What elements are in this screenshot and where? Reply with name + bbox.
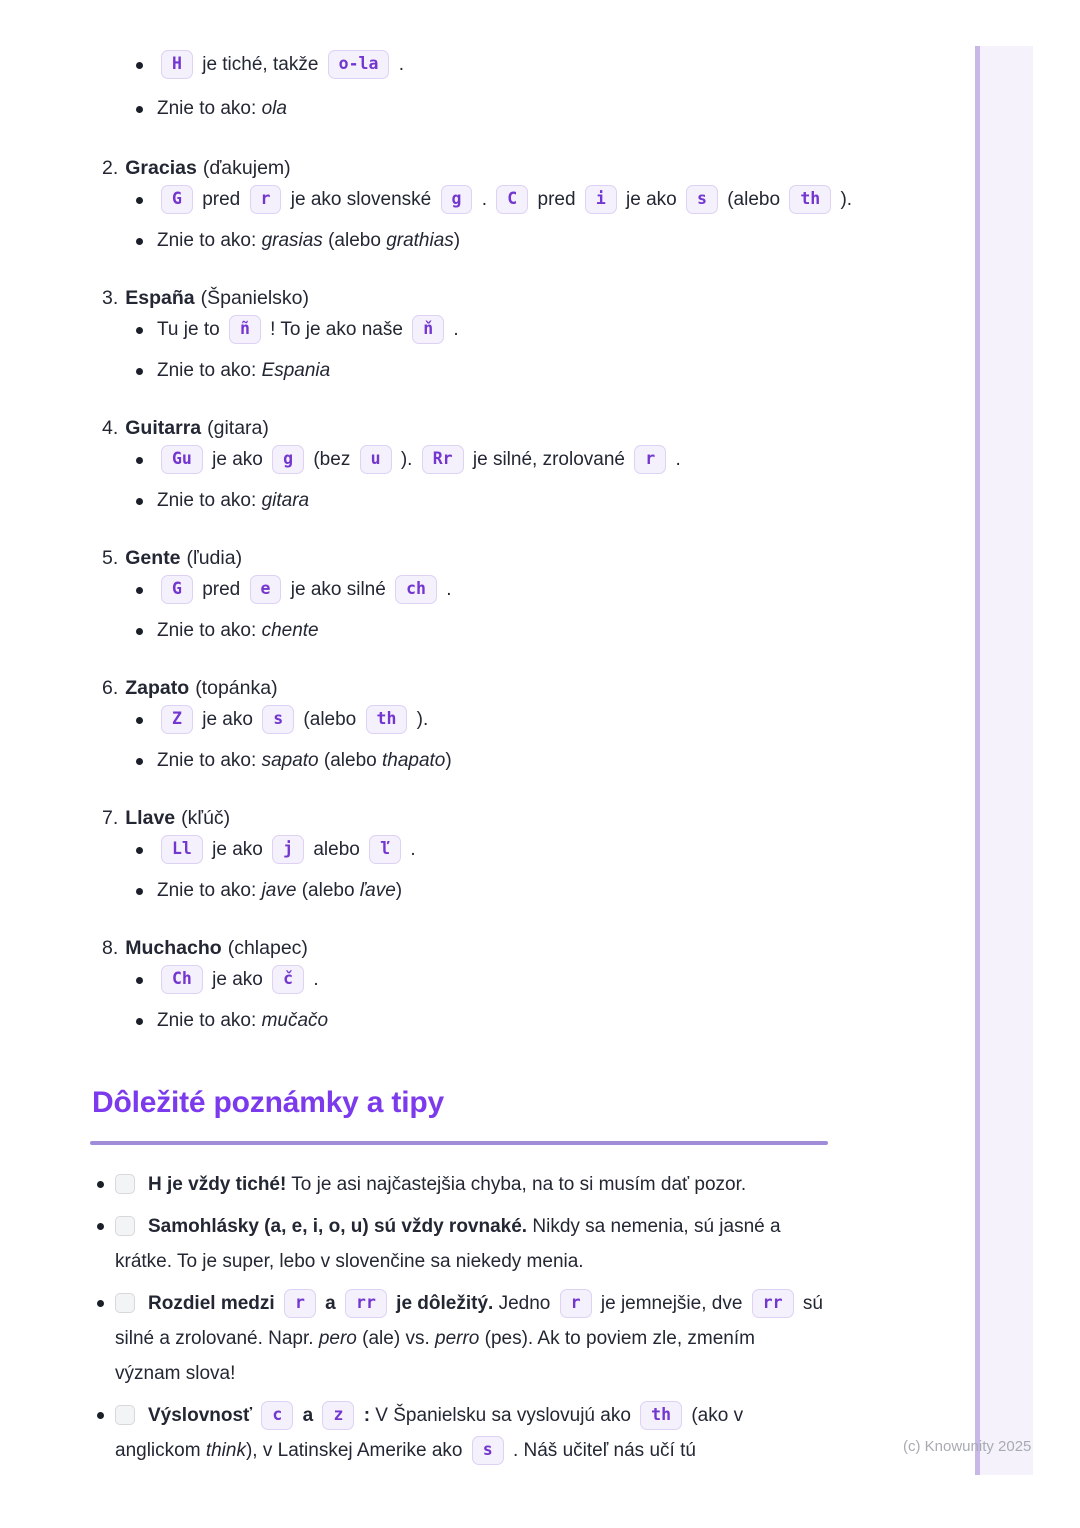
code-chip: s [472,1436,504,1465]
copyright-watermark: (c) Knowunity 2025 [903,1438,1032,1455]
code-chip: H [161,50,193,79]
sound-bullet [90,356,835,386]
bold-text: H je vždy tiché! [148,1173,287,1195]
text-run: Znie to ako: [157,620,262,641]
item-number: 2. [102,157,119,179]
text-run: (alebo [721,189,786,210]
text-run: Nikdy sa nemenia, sú jasné a [527,1215,781,1237]
checkbox[interactable] [115,1405,135,1425]
code-chip: Rr [422,445,464,474]
bold-text: Výslovnosť [148,1404,258,1426]
code-chip: C [496,185,528,214]
code-chip: s [262,705,294,734]
text-run: Tu je to [157,319,225,340]
text-run: . [670,449,681,470]
italic-text: chente [261,620,319,641]
text-run: je ako [206,449,269,470]
rule-bullet [90,835,835,865]
code-chip: g [272,445,304,474]
text-run: Znie to ako: [157,98,262,119]
text-run: Znie to ako: [157,230,262,251]
sound-bullet [90,486,835,516]
numbered-item [90,805,835,906]
item-heading [90,675,835,701]
note-line [115,1433,835,1468]
sound-bullet [90,876,835,906]
italic-text: gitara [261,490,310,511]
item-number: 3. [102,287,119,309]
text-run: Jedno [493,1292,556,1314]
text-run: . [476,189,493,210]
rule-bullet [90,315,835,345]
code-chip: z [322,1401,354,1430]
item-sub-list [90,185,853,256]
checkbox[interactable] [115,1216,135,1236]
item-word: Zapato [125,677,190,699]
checkbox[interactable] [115,1174,135,1194]
text-run: . [448,319,459,340]
italic-text: think [205,1439,246,1461]
code-chip: c [261,1401,293,1430]
text-run: silné a zrolované. Napr. [115,1327,319,1349]
text-run: Znie to ako: [157,750,262,771]
item-word: Llave [125,807,176,829]
item-sub-list [90,835,835,906]
italic-text: Espania [261,360,331,381]
note-item [90,1398,835,1468]
item-heading [90,935,835,961]
text-run: ! To je ako naše [264,319,409,340]
text-run: anglickom [115,1439,206,1461]
text-run: (bez [308,449,356,470]
text-run: (ale) vs. [356,1327,435,1349]
next-page-edge-line [975,46,980,1475]
code-chip: s [686,185,718,214]
text-run: (ako v [686,1404,744,1426]
list-item [90,94,835,124]
text-run: To je asi najčastejšia chyba, na to si musím dať pozor. [286,1173,747,1195]
italic-text: ľave [359,880,396,901]
note-item [90,1167,835,1202]
text-run: pred [532,189,581,210]
text-run: ). [835,189,853,210]
italic-text: jave [261,880,297,901]
text-run: je ako slovenské [285,189,437,210]
note-item [90,1286,835,1391]
text-run: je silné, zrolované [467,449,631,470]
code-chip: j [272,835,304,864]
code-chip: i [585,185,617,214]
code-chip: r [560,1289,592,1318]
item-number: 8. [102,937,119,959]
bold-text: je dôležitý. [390,1292,494,1314]
code-chip: e [250,575,282,604]
list-item [90,50,835,80]
numbered-item [90,415,835,516]
item-heading [90,285,835,311]
sound-bullet [90,226,835,256]
note-line [115,1286,835,1321]
item-gloss: (topánka) [195,677,278,699]
rule-bullet [90,185,853,215]
bold-text: a [297,1404,319,1426]
note-line [115,1209,835,1244]
text-run: význam slova! [115,1362,236,1384]
code-chip: r [284,1289,316,1318]
text-run: ) [453,230,461,251]
intro-bullet-list [90,50,835,124]
text-run: Znie to ako: [157,490,262,511]
text-run: Znie to ako: [157,360,262,381]
text-run: (alebo [318,750,382,771]
item-gloss: (kľúč) [181,807,231,829]
item-word: Gente [125,547,181,569]
italic-text: grathias [386,230,454,251]
text-run: ). [411,709,429,730]
text-run: je tiché, takže [196,54,324,75]
text-run: ) [445,750,452,771]
text-run: (pes). Ak to poviem zle, zmením [479,1327,755,1349]
note-line [115,1167,835,1202]
text-run: je ako [620,189,683,210]
item-word: Guitarra [125,417,202,439]
text-run: V Španielsku sa vyslovujú ako [370,1404,637,1426]
numbered-item [90,935,835,1036]
text-run: . [308,969,319,990]
code-chip: ň [412,315,444,344]
text-run: pred [196,189,246,210]
text-run: je ako [206,969,269,990]
text-run: sú [797,1292,823,1314]
text-run: Znie to ako: [157,1010,262,1031]
code-chip: G [161,575,193,604]
code-chip: th [789,185,831,214]
note-line [115,1321,835,1356]
text-run: alebo [308,839,366,860]
item-gloss: (gitara) [207,417,269,439]
item-word: Gracias [125,157,197,179]
code-chip: r [634,445,666,474]
text-run: . [405,839,416,860]
numbered-item [90,675,835,776]
notes-checklist [90,1167,835,1468]
code-chip: Z [161,705,193,734]
numbered-item [90,545,835,646]
item-sub-list [90,575,835,646]
item-heading [90,545,835,571]
numbered-item [90,285,835,386]
code-chip: G [161,185,193,214]
item-sub-list [90,315,835,386]
item-heading [90,155,835,181]
item-number: 6. [102,677,119,699]
italic-text: sapato [261,750,319,771]
code-chip: Ll [161,835,203,864]
bold-text: : [358,1404,371,1426]
item-heading [90,805,835,831]
text-run: je ako silné [285,579,392,600]
item-gloss: (chlapec) [227,937,308,959]
text-run: (alebo [298,709,362,730]
item-sub-list [90,705,835,776]
code-chip: ľ [369,835,401,864]
rule-bullet [90,705,835,735]
text-run: ). [395,449,418,470]
italic-text: pero [318,1327,357,1349]
text-run: pred [196,579,246,600]
italic-text: perro [435,1327,480,1349]
code-chip: Gu [161,445,203,474]
sound-bullet [90,616,835,646]
note-line [115,1244,835,1279]
italic-text: grasias [261,230,323,251]
code-chip: u [360,445,392,474]
rule-bullet [90,965,835,995]
code-chip: th [640,1401,682,1430]
sound-bullet [90,746,835,776]
section-heading: Dôležité poznámky a tipy [92,1086,444,1119]
italic-text: ola [261,98,287,119]
text-run: . [393,54,404,75]
bold-text: Rozdiel medzi [148,1292,280,1314]
item-heading [90,415,835,441]
rule-bullet [90,575,835,605]
bold-text: a [319,1292,342,1314]
note-line [115,1398,835,1433]
pronunciation-numbered-list [90,124,853,1036]
code-chip: r [250,185,282,214]
code-chip: g [441,185,473,214]
italic-text: thapato [381,750,446,771]
text-run: ) [395,880,403,901]
code-chip: o-la [328,50,390,79]
text-run: . Náš učiteľ nás učí tú [507,1439,696,1461]
note-item [90,1209,835,1279]
code-chip: rr [752,1289,794,1318]
item-gloss: (ďakujem) [202,157,291,179]
item-word: España [125,287,195,309]
bold-text: Samohlásky (a, e, i, o, u) sú vždy rovnaké. [148,1215,528,1237]
item-sub-list [90,445,835,516]
text-run: Znie to ako: [157,880,262,901]
item-number: 4. [102,417,119,439]
text-run: (alebo [296,880,360,901]
item-gloss: (Španielsko) [200,287,310,309]
item-gloss: (ľudia) [186,547,243,569]
numbered-item [90,155,853,256]
text-run: (alebo [322,230,387,251]
rule-bullet [90,445,835,475]
note-line [115,1356,835,1391]
code-chip: Ch [161,965,203,994]
code-chip: th [366,705,408,734]
code-chip: č [272,965,304,994]
sound-bullet [90,1006,835,1036]
section-divider [90,1141,828,1145]
text-run: je ako [196,709,259,730]
item-number: 7. [102,807,119,829]
text-run: je jemnejšie, dve [595,1292,748,1314]
document-content [90,50,853,1475]
text-run: krátke. To je super, lebo v slovenčine sa niekedy menia. [115,1250,584,1272]
code-chip: rr [345,1289,387,1318]
item-number: 5. [102,547,119,569]
text-run: je ako [206,839,269,860]
code-chip: ch [395,575,437,604]
text-run: . [440,579,452,600]
checkbox[interactable] [115,1293,135,1313]
italic-text: mučačo [261,1010,329,1031]
code-chip: ñ [229,315,261,344]
text-run: ), v Latinskej Amerike ako [245,1439,468,1461]
item-sub-list [90,965,835,1036]
item-word: Muchacho [125,937,222,959]
next-page-preview [980,46,1033,1475]
